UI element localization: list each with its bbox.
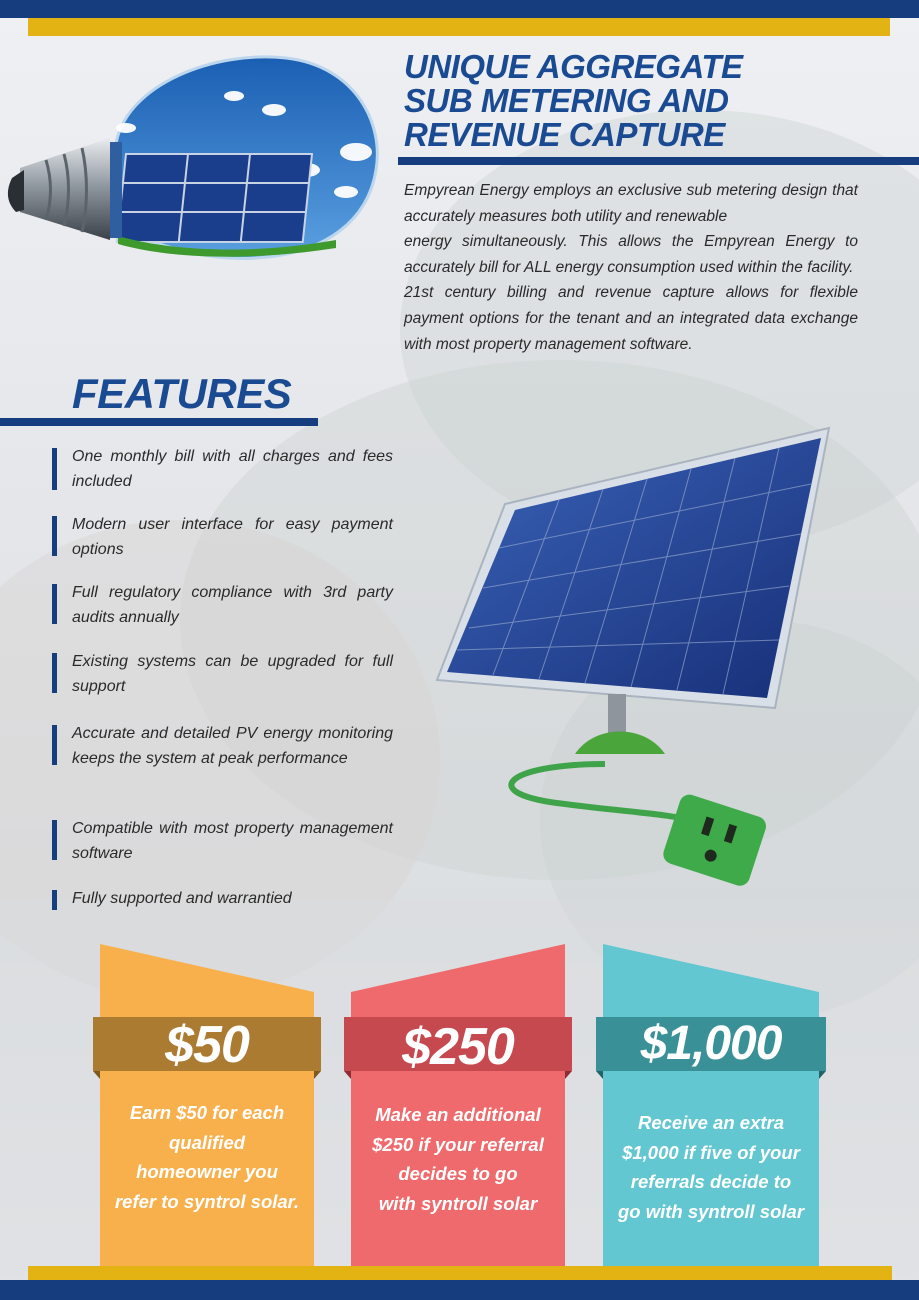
reward-desc-line: qualified (168, 1131, 246, 1153)
reward-amount: $1,000 (640, 1017, 782, 1070)
feature-bullet-bar (52, 653, 57, 693)
feature-text: Accurate and detailed PV energy monitoring keeps the system at peak performance (72, 725, 393, 767)
headline-line-1: UNIQUE AGGREGATE (404, 48, 743, 85)
body-text (404, 178, 858, 357)
reward-card-250 (344, 944, 572, 1270)
reward-description (100, 1098, 314, 1216)
feature-text: One monthly bill with all charges and fees included (72, 448, 393, 490)
feature-item (52, 649, 393, 699)
reward-desc-line: referrals decide to (630, 1171, 792, 1192)
feature-bullet-bar (52, 725, 57, 765)
reward-desc-line: Earn $50 for each (129, 1102, 285, 1123)
reward-desc-line: decides to go (398, 1163, 518, 1184)
feature-text: Full regulatory compliance with 3rd party audits annually (72, 584, 393, 626)
bottom-gold-bar (28, 1266, 892, 1280)
feature-item (52, 580, 393, 630)
reward-desc-line: $1,000 if five of your (622, 1141, 800, 1163)
reward-desc-line: homeowner you (136, 1161, 278, 1182)
solar-lightbulb-illustration (6, 44, 386, 276)
feature-bullet-bar (52, 820, 57, 860)
feature-bullet-bar (52, 516, 57, 556)
feature-bullet-bar (52, 890, 57, 910)
reward-description (603, 1108, 819, 1226)
top-navy-bar (0, 0, 919, 18)
reward-amount: $50 (165, 1016, 249, 1074)
feature-item (52, 816, 393, 866)
reward-desc-line: $250 if your referral (372, 1133, 544, 1155)
reward-card-50 (93, 944, 321, 1270)
headline-rule (398, 157, 919, 165)
feature-text: Compatible with most property management software (72, 820, 393, 862)
reward-description (351, 1100, 565, 1218)
feature-item (52, 721, 393, 771)
reward-desc-line: refer to syntrol solar. (114, 1190, 300, 1212)
feature-item (52, 886, 393, 911)
reward-desc-line: go with syntroll solar (617, 1200, 805, 1222)
reward-amount: $250 (402, 1018, 514, 1076)
feature-text: Existing systems can be upgraded for full support (72, 653, 393, 695)
feature-bullet-bar (52, 584, 57, 624)
headline-line-3: REVENUE CAPTURE (404, 116, 725, 153)
headline-line-2: SUB METERING AND (404, 82, 729, 119)
reward-desc-line: Make an additional (375, 1104, 541, 1125)
solar-panel-illustration (425, 424, 845, 894)
features-rule (0, 418, 318, 426)
feature-bullet-bar (52, 448, 57, 490)
feature-item (52, 512, 393, 562)
reward-desc-line: Receive an extra (637, 1112, 785, 1133)
body-paragraph-3: 21st century billing and revenue capture allows for flexible payment options for the tenant and an integrated data exchange with most property management software. (404, 284, 858, 353)
reward-card-1000 (596, 944, 826, 1270)
body-paragraph-1: Empyrean Energy employs an exclusive sub metering design that accurately measures both utility and renewable (404, 182, 858, 225)
top-gold-bar (28, 18, 890, 36)
features-title: FEATURES (72, 370, 292, 417)
body-paragraph-2: energy simultaneously. This allows the Empyrean Energy to accurately bill for ALL energy consumption used within the facility. (404, 233, 858, 276)
feature-text: Modern user interface for easy payment options (72, 516, 393, 558)
reward-desc-line: with syntroll solar (378, 1192, 538, 1214)
feature-text: Fully supported and warrantied (72, 890, 292, 907)
feature-item (52, 444, 393, 494)
headline (404, 50, 824, 152)
bottom-navy-bar (0, 1280, 919, 1300)
